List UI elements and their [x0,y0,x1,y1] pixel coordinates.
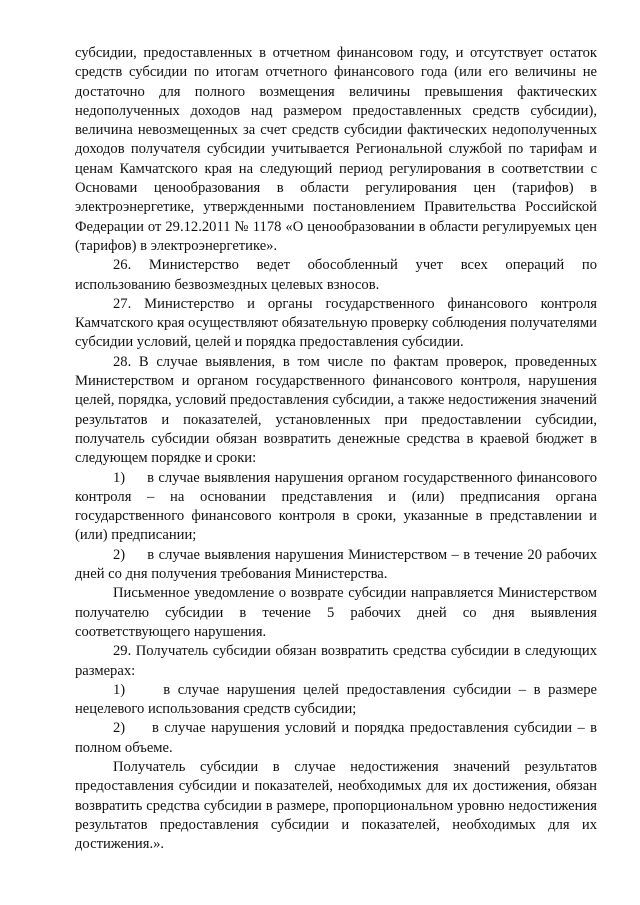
paragraph-notice: Письменное уведомление о возврате субсидии направляется Министерством получателю субсидии в течение 5 рабочих дней со дня выявления соответствующего нарушения. [75,585,597,640]
paragraph-27: 27. Министерство и органы государственного финансового контроля Камчатского края осуществляют обязательную проверку соблюдения получателями субсидии условий, целей и порядка предоставления субсидии. [75,295,597,351]
paragraph-28-item-2: 2) в случае выявления нарушения Министерством – в течение 20 рабочих дней со дня получения требования Министерства. [75,546,597,583]
paragraph-29-item-2: 2) в случае нарушения условий и порядка предоставления субсидии – в полном объеме. [75,720,597,756]
paragraph-29-item-1: 1) в случае нарушения целей предоставления субсидии – в размере нецелевого использования средств субсидии; [75,681,597,718]
paragraph-final: Получатель субсидии в случае недостижения значений результатов предоставления субсидии и показателей, необходимых для их достижения, обязан возвратить средства субсидии в размере, пропорциональном уровню недостижения результатов предоставления субсидии и показателей, необходимых для их достижения.». [75,758,597,853]
paragraph-28: 28. В случае выявления, в том числе по фактам проверок, проведенных Министерством и органом государственного финансового контроля, нарушения целей, порядка, условий предоставления субсидии, а также недостижения значений результатов и показателей, установленных при предоставлении субсидии, получатель субсидии обязан возвратить денежные средства в краевой бюджет в следующем порядке и сроки: [75,353,597,467]
paragraph-28-item-1: 1) в случае выявления нарушения органом государственного финансового контроля – на основании представления и (или) предписания органа государственного финансового контроля в сроки, указанные в представлении и (или) предписании; [75,469,597,544]
paragraph-26: 26. Министерство ведет обособленный учет всех операций по использованию безвозмездных целевых взносов. [75,257,597,293]
document-page [75,44,597,854]
paragraph-continuation: субсидии, предоставленных в отчетном финансовом году, и отсутствует остаток средств субсидии по итогам отчетного финансового года (или его величины не достаточно для полного возмещения величины превышения фактических недополученных доходов над размером предоставленных средств субсидии), величина невозмещенных за счет средств субсидии фактических недополученных доходов получателя субсидии учитывается Региональной службой по тарифам и ценам Камчатского края на следующий период регулирования в соответствии с Основами ценообразования в области регулирования цен (тарифов) в электроэнергетике, утвержденными постановлением Правительства Российской Федерации от 29.12.2011 № 1178 «О ценообразовании в области регулируемых цен (тарифов) в электроэнергетике». [75,45,597,254]
paragraph-29: 29. Получатель субсидии обязан возвратить средства субсидии в следующих размерах: [75,643,597,679]
